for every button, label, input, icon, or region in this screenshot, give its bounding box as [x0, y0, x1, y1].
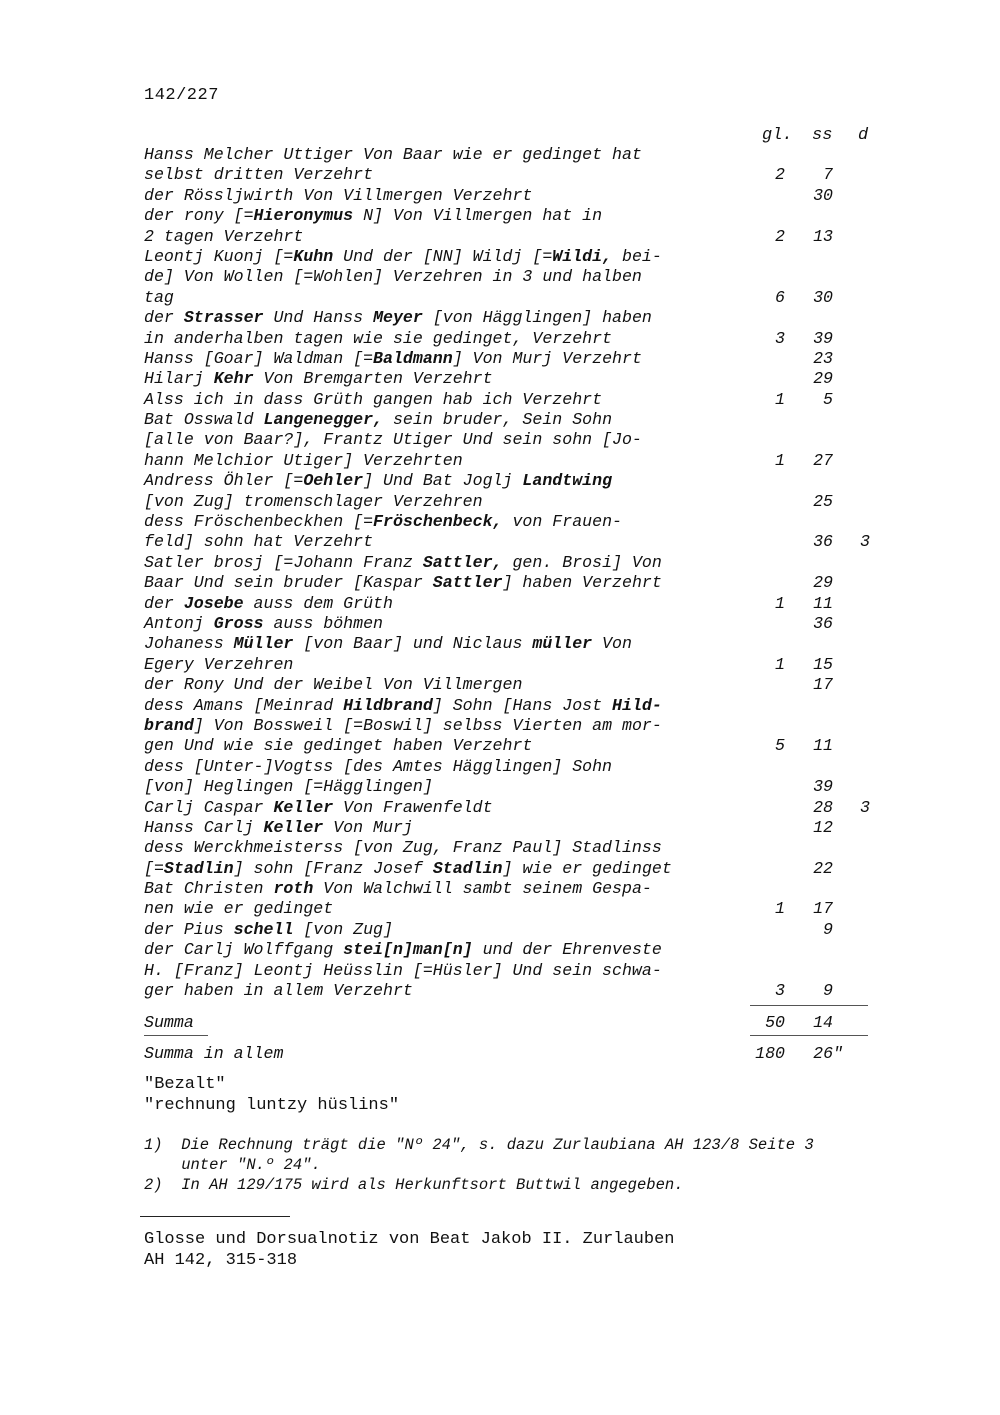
entry-text-segment: 2 tagen Verzehrt	[144, 226, 304, 246]
entry-text	[144, 920, 393, 939]
entry-text-segment: Und der [NN] Wildj [=	[333, 246, 553, 266]
surname: Keller	[263, 817, 324, 837]
ledger-row	[0, 920, 1000, 940]
header-ss: ss	[812, 126, 833, 145]
surname: Sattler	[432, 573, 503, 593]
surname: Keller	[273, 797, 334, 817]
entry-text	[144, 961, 662, 980]
amount-ss: 36	[813, 613, 833, 633]
entry-text	[144, 553, 662, 572]
entry-text-segment: [von Zug]	[293, 919, 393, 939]
entry-text	[144, 614, 383, 633]
summa-ss: 14	[813, 1013, 833, 1032]
ledger-row	[0, 390, 1000, 410]
summa-label: Summa	[144, 1013, 194, 1032]
entry-text-segment: dess Amans [Meinrad	[144, 695, 344, 715]
amount-ss: 39	[813, 328, 833, 348]
ledger-row	[0, 838, 1000, 858]
ledger-row	[0, 879, 1000, 899]
entry-text-segment: Und Hanss	[263, 308, 374, 328]
amount-d: 3	[860, 797, 870, 817]
dorsal-note-bezalt: "Bezalt"	[144, 1075, 226, 1094]
entry-text	[144, 267, 642, 286]
entry-text-segment: Bat Osswald	[144, 410, 264, 430]
entry-text	[144, 838, 662, 857]
entry-text	[144, 492, 483, 511]
entry-text-segment: ] Und Bat Joglj	[363, 471, 523, 491]
amount-gl: 5	[775, 736, 785, 756]
entry-text-segment: der	[144, 308, 184, 328]
ledger-row	[0, 614, 1000, 634]
amount-ss: 7	[823, 165, 833, 185]
surname: Müller	[233, 634, 294, 654]
entry-text	[144, 288, 174, 307]
entry-text-segment: Hanss Melcher Uttiger Von Baar wie er gedinget hat	[144, 145, 642, 164]
entry-text-segment: Hanss Carlj	[144, 817, 264, 837]
ledger-row	[0, 634, 1000, 654]
amount-ss: 25	[813, 491, 833, 511]
amount-ss: 17	[813, 899, 833, 919]
ledger-row	[0, 736, 1000, 756]
ledger-row	[0, 716, 1000, 736]
entry-text	[144, 899, 333, 918]
entry-text	[144, 451, 463, 470]
entry-text	[144, 247, 662, 266]
amount-gl: 2	[775, 165, 785, 185]
amount-ss: 11	[813, 736, 833, 756]
amount-gl: 3	[775, 328, 785, 348]
entry-text	[144, 532, 373, 551]
entry-text	[144, 369, 493, 388]
entry-text-segment: ] Von Bossweil [=Boswil] selbss Vierten am mor-	[193, 715, 662, 735]
sum-rule-top	[750, 1005, 868, 1006]
amount-ss: 9	[823, 981, 833, 1001]
surname: Josebe	[183, 593, 244, 613]
entry-text	[144, 165, 373, 184]
entry-text-segment: Hilarj	[144, 369, 214, 389]
entry-text-segment: hann Melchior Utiger] Verzehrten	[144, 450, 463, 470]
entry-text-segment: bei-	[612, 246, 662, 266]
surname: Stadlin	[432, 858, 503, 878]
entry-text	[144, 981, 413, 1000]
surname: stei[n]man[n]	[343, 940, 473, 960]
summa-gl: 50	[765, 1013, 785, 1032]
ledger-row	[0, 329, 1000, 349]
ledger-row	[0, 145, 1000, 165]
surname: Strasser	[183, 308, 264, 328]
entry-text-segment: Andress Öhler [=	[144, 471, 304, 491]
entry-text-segment: Antonj	[144, 613, 214, 633]
ledger-row	[0, 369, 1000, 389]
entry-text	[144, 736, 532, 755]
entry-text-segment: de] Von Wollen [=Wohlen] Verzehren in 3 und halben	[144, 267, 642, 287]
summa-total-label: Summa in allem	[144, 1044, 284, 1063]
entry-text	[144, 859, 672, 878]
amount-ss: 28	[813, 797, 833, 817]
ledger-row	[0, 471, 1000, 491]
surname: Sattler,	[422, 552, 503, 572]
ledger-row	[0, 940, 1000, 960]
ledger-row	[0, 594, 1000, 614]
surname: müller	[532, 634, 593, 654]
entry-text	[144, 145, 642, 164]
entry-text-segment: Leontj Kuonj [=	[144, 246, 294, 266]
header-gl: gl.	[762, 126, 793, 145]
dorsal-note-rechnung: "rechnung luntzy hüslins"	[144, 1096, 400, 1115]
entry-text	[144, 716, 662, 735]
entry-text-segment: ] Von Murj Verzehrt	[452, 348, 642, 368]
surname: Hieronymus	[253, 206, 354, 226]
gloss-separator	[140, 1216, 290, 1217]
amount-gl: 1	[775, 593, 785, 613]
entry-text	[144, 206, 602, 225]
ledger-row	[0, 451, 1000, 471]
amount-ss: 36	[813, 532, 833, 552]
entry-text	[144, 757, 612, 776]
ledger-row	[0, 247, 1000, 267]
entry-text-segment: nen wie er gedinget	[144, 899, 334, 919]
entry-text-segment: ] sohn [Franz Josef	[233, 858, 433, 878]
ledger-row	[0, 165, 1000, 185]
entry-text-segment: der Rony Und der Weibel Von Villmergen	[144, 675, 523, 695]
ledger-row	[0, 859, 1000, 879]
amount-ss: 5	[823, 389, 833, 409]
entry-text-segment: [von Zug] tromenschlager Verzehren	[144, 491, 483, 511]
surname: brand	[144, 715, 194, 735]
ledger-row	[0, 532, 1000, 552]
amount-ss: 11	[813, 593, 833, 613]
entry-text-segment: auss dem Grüth	[243, 593, 393, 613]
amount-ss: 15	[813, 654, 833, 674]
amount-gl: 1	[775, 654, 785, 674]
entry-text-segment: [=	[144, 858, 164, 878]
entry-text-segment: Bat Christen	[144, 879, 274, 899]
entry-text-segment: N] Von Villmergen hat in	[353, 206, 603, 226]
entry-text-segment: tag	[144, 287, 174, 307]
entry-text-segment: der rony [=	[144, 206, 254, 226]
amount-gl: 1	[775, 389, 785, 409]
amount-ss: 12	[813, 817, 833, 837]
entry-text	[144, 430, 642, 449]
surname: schell	[233, 919, 294, 939]
surname: Gross	[213, 613, 264, 633]
entry-text-segment: Satler brosj [=Johann Franz	[144, 552, 423, 572]
amount-ss: 22	[813, 858, 833, 878]
entry-text-segment: Von Bremgarten Verzehrt	[253, 369, 493, 389]
surname: Stadlin	[163, 858, 234, 878]
amount-ss: 29	[813, 369, 833, 389]
entry-text	[144, 512, 622, 531]
entry-text-segment: ] haben Verzehrt	[502, 573, 662, 593]
ledger-row	[0, 512, 1000, 532]
entry-text	[144, 696, 662, 715]
entry-text	[144, 777, 433, 796]
ledger-entries	[0, 145, 1000, 1001]
page-number: 142/227	[144, 86, 219, 105]
gloss-line-2: AH 142, 315-318	[144, 1251, 298, 1270]
amount-d: 3	[860, 532, 870, 552]
entry-text	[144, 308, 652, 327]
amount-gl: 1	[775, 450, 785, 470]
entry-text-segment: gen. Brosi] Von	[502, 552, 662, 572]
entry-text	[144, 940, 662, 959]
entry-text-segment: von Frauen-	[502, 512, 622, 532]
entry-text-segment: dess Fröschenbeckhen [=	[144, 512, 374, 532]
amount-ss: 13	[813, 226, 833, 246]
surname: Wildi,	[552, 246, 613, 266]
ledger-row	[0, 573, 1000, 593]
entry-text	[144, 227, 303, 246]
amount-ss: 29	[813, 573, 833, 593]
entry-text-segment: [von Baar] und Niclaus	[293, 634, 533, 654]
entry-text-segment: Von	[592, 634, 632, 654]
entry-text-segment: [von Hägglingen] haben	[422, 308, 652, 328]
ledger-row	[0, 430, 1000, 450]
entry-text-segment: Carlj Caspar	[144, 797, 274, 817]
summa-underline	[144, 1035, 208, 1036]
entry-text-segment: Egery Verzehren	[144, 654, 294, 674]
header-d: d	[858, 126, 869, 145]
entry-text-segment: Von Walchwill sambt seinem Gespa-	[313, 879, 652, 899]
footnote-1: 1) Die Rechnung trägt die "Nº 24", s. dazu Zurlaubiana AH 123/8 Seite 3	[144, 1136, 814, 1154]
entry-text-segment: auss böhmen	[263, 613, 384, 633]
surname: Hild-	[612, 695, 662, 715]
ledger-row	[0, 553, 1000, 573]
entry-text	[144, 675, 522, 694]
surname: Hildbrand	[343, 695, 433, 715]
ledger-row	[0, 798, 1000, 818]
surname: Landtwing	[522, 471, 613, 491]
surname: Kehr	[213, 369, 254, 389]
entry-text	[144, 798, 493, 817]
entry-text-segment: Alss ich in dass Grüth gangen hab ich Verzehrt	[144, 389, 603, 409]
entry-text	[144, 410, 612, 429]
entry-text	[144, 573, 662, 592]
amount-ss: 39	[813, 777, 833, 797]
entry-text-segment: dess [Unter-]Vogtss [des Amtes Hägglingen] Sohn	[144, 756, 613, 776]
entry-text-segment: der Carlj Wolffgang	[144, 940, 344, 960]
amount-ss: 17	[813, 675, 833, 695]
ledger-row	[0, 227, 1000, 247]
entry-text-segment: ] Sohn [Hans Jost	[432, 695, 613, 715]
entry-text	[144, 186, 532, 205]
ledger-row	[0, 206, 1000, 226]
entry-text-segment: Von Murj	[323, 817, 413, 837]
entry-text	[144, 594, 393, 613]
entry-text	[144, 349, 642, 368]
ledger-row	[0, 492, 1000, 512]
entry-text-segment: dess Werckhmeisterss [von Zug, Franz Paul] Stadlinss	[144, 838, 662, 858]
entry-text-segment: ] wie er gedinget	[502, 858, 672, 878]
amount-gl: 1	[775, 899, 785, 919]
entry-text-segment: ger haben in allem Verzehrt	[144, 981, 413, 1001]
entry-text-segment: selbst dritten Verzehrt	[144, 165, 374, 185]
entry-text-segment: [alle von Baar?], Frantz Utiger Und sein sohn [Jo-	[144, 430, 642, 450]
footnote-2: 2) In AH 129/175 wird als Herkunftsort Buttwil angegeben.	[144, 1176, 684, 1194]
entry-text-segment: Von Frawenfeldt	[333, 797, 493, 817]
surname: Oehler	[303, 471, 364, 491]
summa-total-gl: 180	[755, 1044, 785, 1063]
ledger-row	[0, 308, 1000, 328]
entry-text-segment: und der Ehrenveste	[472, 940, 662, 960]
entry-text	[144, 655, 293, 674]
ledger-row	[0, 961, 1000, 981]
ledger-row	[0, 410, 1000, 430]
amount-ss: 23	[813, 348, 833, 368]
ledger-row	[0, 288, 1000, 308]
entry-text-segment: Baar Und sein bruder [Kaspar	[144, 573, 433, 593]
ledger-row	[0, 777, 1000, 797]
summa-total-ss: 26"	[813, 1044, 843, 1063]
entry-text	[144, 329, 612, 348]
amount-ss: 9	[823, 919, 833, 939]
entry-text	[144, 634, 632, 653]
ledger-row	[0, 349, 1000, 369]
ledger-row	[0, 655, 1000, 675]
entry-text-segment: [von] Heglingen [=Hägglingen]	[144, 777, 433, 797]
entry-text-segment: Hanss [Goar] Waldman [=	[144, 348, 374, 368]
sum-rule-bottom	[750, 1035, 868, 1036]
entry-text-segment: der Pius	[144, 919, 234, 939]
entry-text	[144, 471, 612, 490]
entry-text	[144, 879, 652, 898]
amount-ss: 30	[813, 185, 833, 205]
ledger-row	[0, 267, 1000, 287]
ledger-row	[0, 186, 1000, 206]
entry-text-segment: in anderhalben tagen wie sie gedinget, Verzehrt	[144, 328, 613, 348]
ledger-row	[0, 818, 1000, 838]
ledger-row	[0, 899, 1000, 919]
surname: roth	[273, 879, 314, 899]
surname: Meyer	[373, 308, 423, 328]
ledger-row	[0, 675, 1000, 695]
amount-ss: 27	[813, 450, 833, 470]
entry-text-segment: gen Und wie sie gedinget haben Verzehrt	[144, 736, 533, 756]
entry-text-segment: Johaness	[144, 634, 234, 654]
entry-text-segment: feld] sohn hat Verzehrt	[144, 532, 374, 552]
amount-gl: 2	[775, 226, 785, 246]
surname: Fröschenbeck,	[373, 512, 503, 532]
entry-text-segment: der	[144, 593, 184, 613]
amount-ss: 30	[813, 287, 833, 307]
entry-text-segment: sein bruder, Sein Sohn	[383, 410, 613, 430]
amount-gl: 6	[775, 287, 785, 307]
entry-text	[144, 390, 602, 409]
surname: Langenegger,	[263, 410, 383, 430]
entry-text	[144, 818, 413, 837]
entry-text-segment: der Rössljwirth Von Villmergen Verzehrt	[144, 185, 533, 205]
ledger-row	[0, 981, 1000, 1001]
ledger-row	[0, 757, 1000, 777]
gloss-line-1: Glosse und Dorsualnotiz von Beat Jakob II. Zurlauben	[144, 1230, 675, 1249]
ledger-row	[0, 696, 1000, 716]
surname: Baldmann	[373, 348, 453, 368]
amount-gl: 3	[775, 981, 785, 1001]
footnote-1-cont: unter "N.º 24".	[144, 1156, 321, 1174]
entry-text-segment: H. [Franz] Leontj Heüsslin [=Hüsler] Und sein schwa-	[144, 960, 662, 980]
surname: Kuhn	[293, 246, 334, 266]
